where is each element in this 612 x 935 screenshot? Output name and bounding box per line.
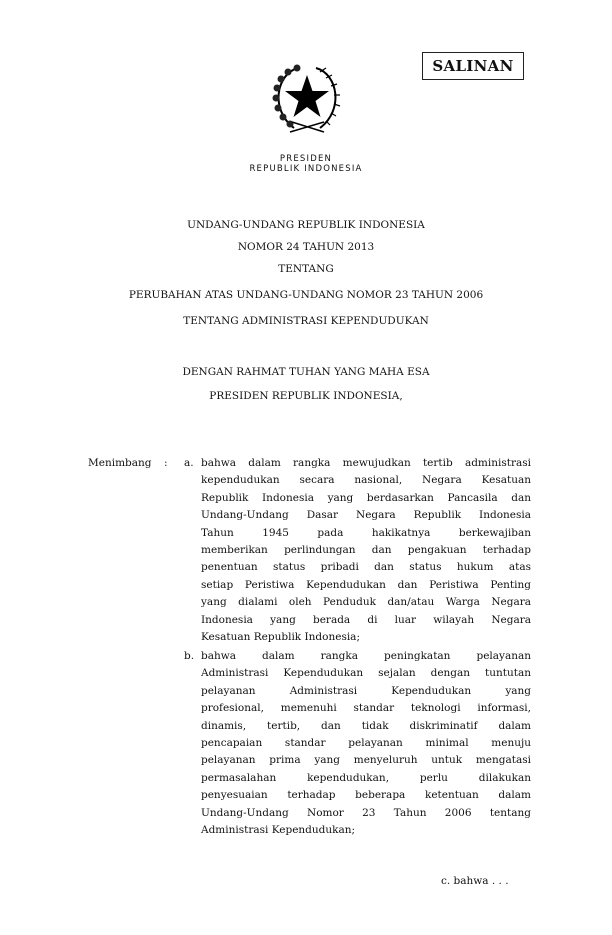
item-b-text bbox=[201, 648, 531, 839]
salinan-stamp: SALINAN bbox=[422, 52, 524, 80]
text-line: bahwa dalam rangka peningkatan pelayanan bbox=[201, 650, 531, 662]
menimbang-colon: : bbox=[164, 457, 168, 469]
text-line: Administrasi Kependudukan; bbox=[201, 823, 356, 836]
menimbang-label: Menimbang bbox=[88, 457, 152, 469]
text-line: bahwa dalam rangka mewujudkan tertib administrasi bbox=[201, 457, 531, 469]
preamble-rahmat: DENGAN RAHMAT TUHAN YANG MAHA ESA bbox=[182, 366, 430, 378]
text-line: penentuan status pribadi dan status hukum atas bbox=[201, 561, 531, 574]
text-line: memberikan perlindungan dan pengakuan terhadap bbox=[201, 543, 531, 556]
item-a-marker: a. bbox=[184, 457, 194, 469]
text-line: pencapaian standar pelayanan minimal menuju bbox=[201, 736, 531, 749]
text-line: Republik Indonesia yang berdasarkan Pancasila dan bbox=[201, 491, 531, 504]
item-b-marker: b. bbox=[184, 650, 195, 662]
text-line: profesional, memenuhi standar teknologi informasi, bbox=[201, 702, 531, 715]
text-line: kependudukan secara nasional, Negara Kesatuan bbox=[201, 474, 531, 487]
garuda-star-emblem-icon bbox=[268, 60, 346, 140]
emblem-caption-republik: REPUBLIK INDONESIA bbox=[249, 164, 363, 174]
item-a-text bbox=[201, 455, 531, 646]
text-line: dinamis, tertib, dan tidak diskriminatif dalam bbox=[201, 719, 531, 732]
text-line: pelayanan prima yang menyeluruh untuk mengatasi bbox=[201, 754, 531, 767]
law-tentang: TENTANG bbox=[278, 263, 334, 275]
text-line: permasalahan kependudukan, perlu dilakukan bbox=[201, 771, 531, 784]
text-line: pelayanan Administrasi Kependudukan yang bbox=[201, 684, 531, 697]
page-continuation: c. bahwa . . . bbox=[441, 875, 509, 887]
text-line: yang dialami oleh Penduduk dan/atau Warga Negara bbox=[201, 596, 531, 609]
law-subject-2: TENTANG ADMINISTRASI KEPENDUDUKAN bbox=[183, 315, 429, 327]
emblem-caption-presiden: PRESIDEN bbox=[279, 154, 333, 164]
text-line: Administrasi Kependudukan sejalan dengan tuntutan bbox=[201, 667, 531, 680]
preamble-presiden: PRESIDEN REPUBLIK INDONESIA, bbox=[209, 390, 403, 402]
law-title: UNDANG-UNDANG REPUBLIK INDONESIA bbox=[187, 219, 425, 231]
text-line: Kesatuan Republik Indonesia; bbox=[201, 630, 360, 643]
text-line: Indonesia yang berada di luar wilayah Negara bbox=[201, 613, 531, 626]
law-number: NOMOR 24 TAHUN 2013 bbox=[237, 241, 375, 253]
text-line: penyesuaian terhadap beberapa ketentuan dalam bbox=[201, 789, 531, 802]
law-subject: PERUBAHAN ATAS UNDANG-UNDANG NOMOR 23 TAHUN 2006 bbox=[128, 289, 484, 301]
text-line: Tahun 1945 pada hakikatnya berkewajiban bbox=[201, 526, 531, 539]
text-line: setiap Peristiwa Kependudukan dan Peristiwa Penting bbox=[201, 578, 531, 591]
text-line: Undang-Undang Dasar Negara Republik Indonesia bbox=[201, 509, 531, 522]
text-line: Undang-Undang Nomor 23 Tahun 2006 tentang bbox=[201, 806, 531, 819]
